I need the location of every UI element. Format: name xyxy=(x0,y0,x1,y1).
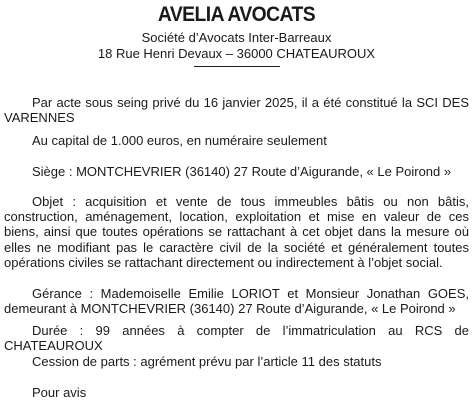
paragraph-capital: Au capital de 1.000 euros, en numéraire seulement xyxy=(32,133,327,148)
firm-type: Société d’Avocats Inter-Barreaux xyxy=(141,30,332,45)
paragraph-objet: Objet : acquisition et vente de tous immeubles bâtis ou non bâtis, construction, aménagement, location, exploitation et mise en valeur de ces biens, ainsi que toutes opérations se rattachant à cet objet dans la mesure où elles ne modifiant pas le caractère civil de la société et généralement toutes opérations civiles se rattachant directement ou indirectement à l’objet social. xyxy=(4,194,469,270)
firm-address: 18 Rue Henri Devaux – 36000 CHATEAUROUX xyxy=(97,46,376,61)
firm-name: AVELIA AVOCATS xyxy=(157,3,316,26)
paragraph-gerance: Gérance : Mademoiselle Emilie LORIOT et Monsieur Jonathan GOES, demeurant à MONTCHEVRIER (36140) 27 Route d’Aigurande, « Le Poirond » xyxy=(4,286,469,317)
paragraph-constitution: Par acte sous seing privé du 16 janvier 2025, il a été constitué la SCI DES VARENNES xyxy=(4,95,469,126)
paragraph-siege: Siège : MONTCHEVRIER (36140) 27 Route d’Aigurande, « Le Poirond » xyxy=(32,164,452,179)
header-divider xyxy=(194,66,280,67)
paragraph-pour-avis: Pour avis xyxy=(32,385,87,400)
paragraph-cession: Cession de parts : agrément prévu par l’article 11 des statuts xyxy=(32,354,382,369)
paragraph-duree: Durée : 99 années à compter de l’immatriculation au RCS de CHATEAUROUX xyxy=(4,323,469,354)
